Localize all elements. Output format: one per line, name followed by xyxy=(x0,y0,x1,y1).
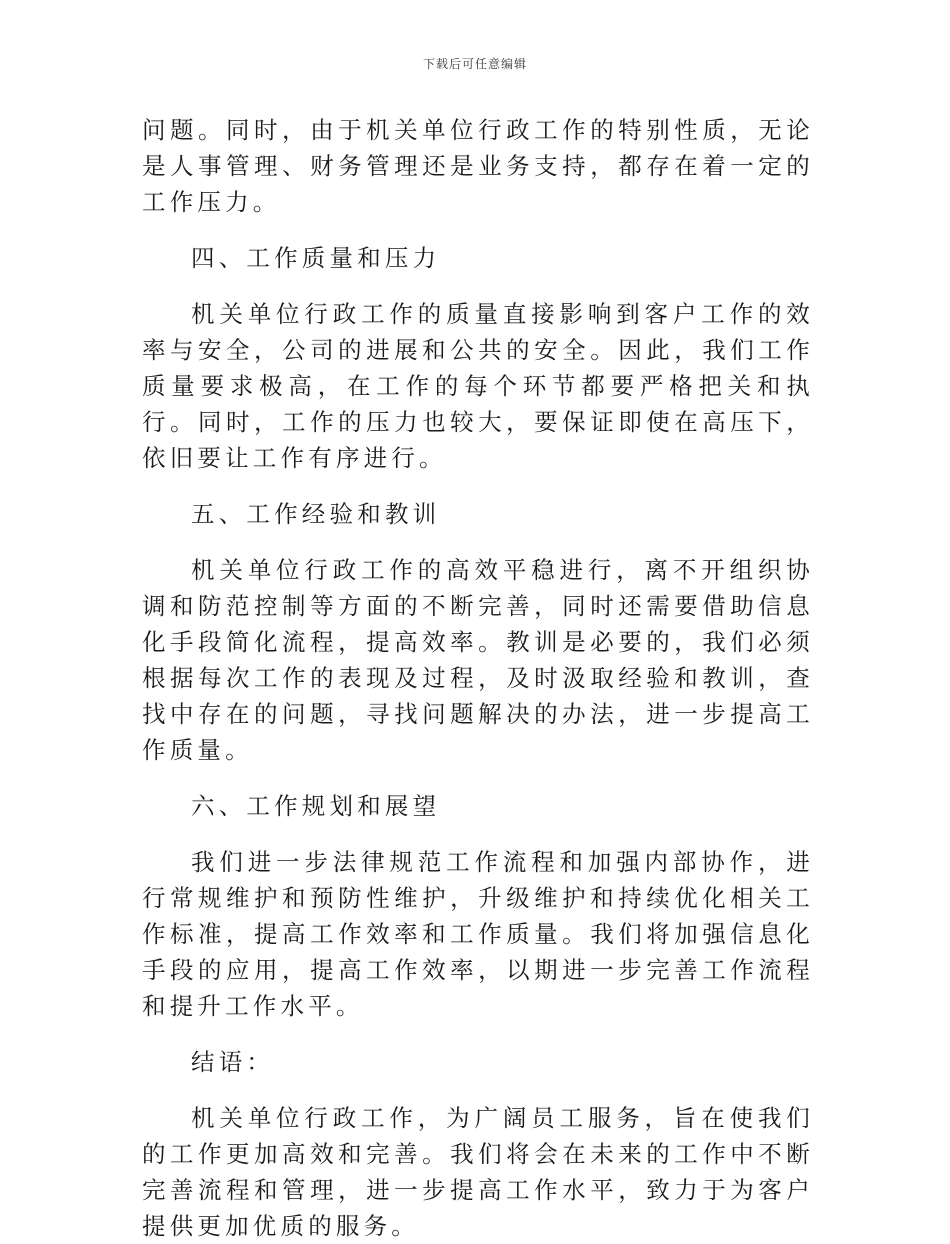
section-heading-planning-outlook: 六、工作规划和展望 xyxy=(191,792,441,820)
paragraph-continuation: 问题。同时，由于机关单位行政工作的特别性质，无论是人事管理、财务管理还是业务支持，都存在着一定的工作压力。 xyxy=(142,116,814,216)
paragraph-conclusion: 机关单位行政工作，为广阔员工服务，旨在使我们的工作更加高效和完善。我们将会在未来的工作中不断完善流程和管理，进一步提高工作水平，致力于为客户提供更加优质的服务。 xyxy=(142,1104,814,1240)
section-heading-quality-pressure: 四、工作质量和压力 xyxy=(191,244,441,272)
page-header-note: 下载后可任意编辑 xyxy=(422,57,527,71)
section-heading-experience-lessons: 五、工作经验和教训 xyxy=(191,500,441,528)
paragraph-experience-lessons: 机关单位行政工作的高效平稳进行，离不开组织协调和防范控制等方面的不断完善，同时还需要借助信息化手段简化流程，提高效率。教训是必要的，我们必须根据每次工作的表现及过程，及时汲取经验和教训，查找中存在的问题，寻找问题解决的办法，进一步提高工作质量。 xyxy=(142,556,814,764)
document-body xyxy=(142,112,814,1244)
paragraph-quality-pressure: 机关单位行政工作的质量直接影响到客户工作的效率与安全，公司的进展和公共的安全。因此，我们工作质量要求极高，在工作的每个环节都要严格把关和执行。同时，工作的压力也较大，要保证即使在高压下，依旧要让工作有序进行。 xyxy=(142,300,814,472)
section-heading-conclusion: 结语： xyxy=(191,1048,275,1076)
paragraph-planning-outlook: 我们进一步法律规范工作流程和加强内部协作，进行常规维护和预防性维护，升级维护和持续优化相关工作标准，提高工作效率和工作质量。我们将加强信息化手段的应用，提高工作效率，以期进一步完善工作流程和提升工作水平。 xyxy=(142,848,814,1020)
